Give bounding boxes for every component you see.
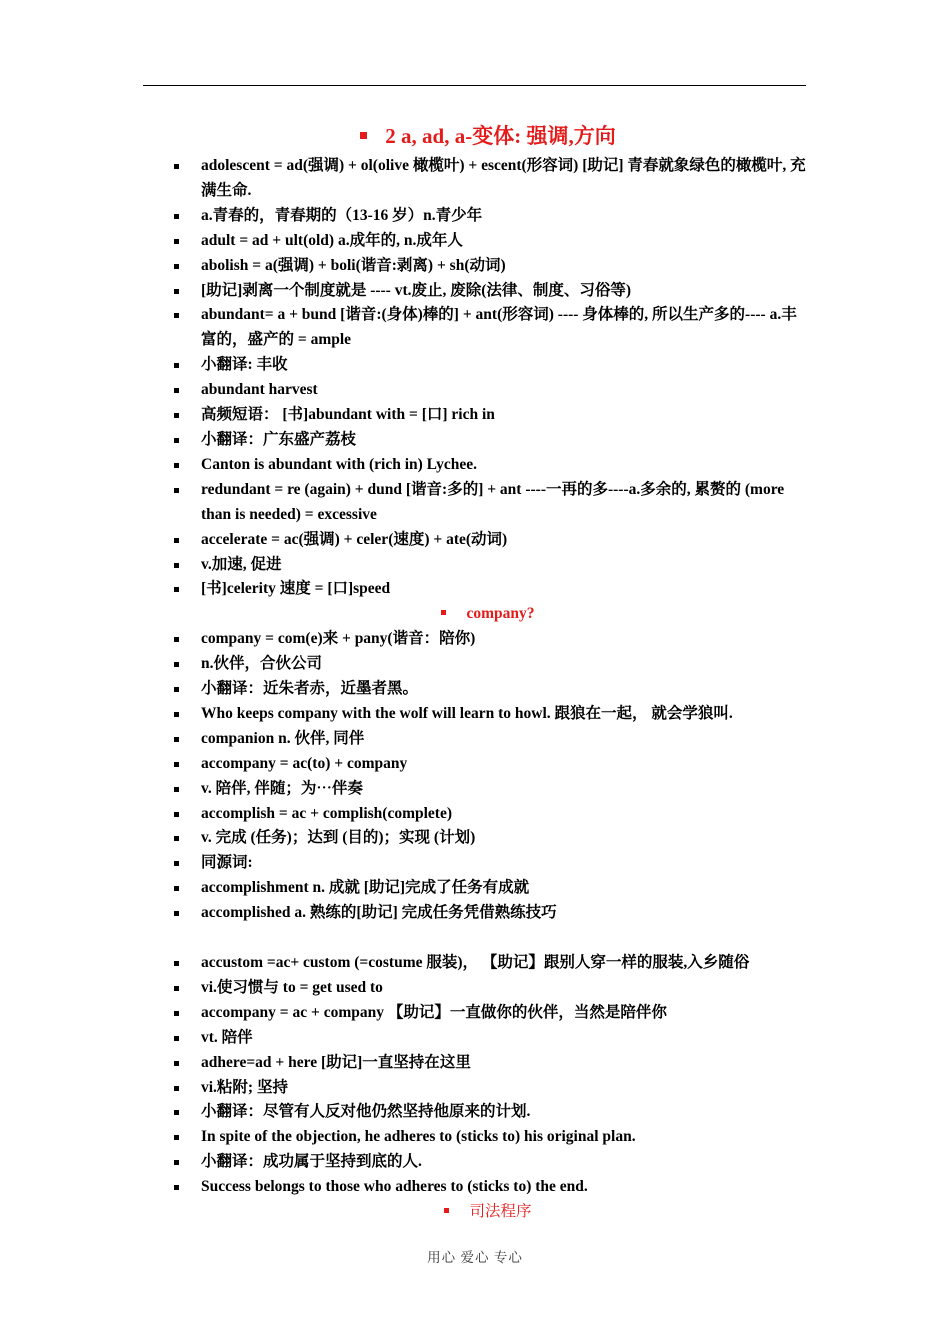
list-item <box>168 1100 808 1125</box>
list-item-text: Canton is abundant with (rich in) Lychee. <box>201 455 478 473</box>
square-bullet-icon <box>174 463 179 468</box>
square-bullet-icon <box>441 610 446 615</box>
list-item-text: vi.使习惯与 to = get used to <box>201 978 383 996</box>
list-item-text: [助记]剥离一个制度就是 ---- vt.废止, 废除(法律、制度、习俗等) <box>201 281 632 299</box>
section-heading <box>168 120 808 152</box>
square-bullet-icon <box>174 1036 179 1041</box>
square-bullet-icon <box>174 886 179 891</box>
list-item <box>168 876 808 901</box>
subheading-company <box>168 602 808 627</box>
square-bullet-icon <box>174 363 179 368</box>
list-item <box>168 1076 808 1101</box>
header-rule <box>143 85 806 86</box>
square-bullet-icon <box>174 587 179 592</box>
list-item-text: 小翻译：尽管有人反对他仍然坚持他原来的计划. <box>201 1103 531 1121</box>
list-item-text: a.青春的，青春期的（13-16 岁）n.青少年 <box>201 206 483 224</box>
list-item <box>168 204 808 229</box>
square-bullet-icon <box>174 1110 179 1115</box>
blank-line <box>168 926 808 951</box>
square-bullet-icon <box>360 132 367 139</box>
square-bullet-icon <box>174 1160 179 1165</box>
list-item <box>168 652 808 677</box>
list-item <box>168 677 808 702</box>
list-item <box>168 976 808 1001</box>
square-bullet-icon <box>174 264 179 269</box>
list-item <box>168 851 808 876</box>
list-item-text: accompany = ac(to) + company <box>201 754 408 772</box>
list-item <box>168 1051 808 1076</box>
list-item-text: accomplish = ac + complish(complete) <box>201 804 452 822</box>
list-item-text: vt. 陪伴 <box>201 1028 253 1046</box>
list-item-text: abolish = a(强调) + boli(谐音:剥离) + sh(动词) <box>201 256 506 274</box>
square-bullet-icon <box>174 1086 179 1091</box>
list-item <box>168 826 808 851</box>
square-bullet-icon <box>174 488 179 493</box>
list-item-text: companion n. 伙伴, 同伴 <box>201 729 365 747</box>
square-bullet-icon <box>444 1208 449 1213</box>
vocab-list-1 <box>168 154 808 602</box>
list-item <box>168 553 808 578</box>
list-item-text: accelerate = ac(强调) + celer(速度) + ate(动词) <box>201 530 508 548</box>
square-bullet-icon <box>174 662 179 667</box>
square-bullet-icon <box>174 563 179 568</box>
list-item <box>168 279 808 304</box>
vocab-list-3 <box>168 951 808 1200</box>
square-bullet-icon <box>174 289 179 294</box>
list-item <box>168 528 808 553</box>
list-item-text: v. 陪伴, 伴随；为⋯伴奏 <box>201 779 363 797</box>
square-bullet-icon <box>174 164 179 169</box>
square-bullet-icon <box>174 861 179 866</box>
section-heading-text: 2 a, ad, a-变体: 强调,方向 <box>385 124 616 148</box>
list-item <box>168 1026 808 1051</box>
list-item <box>168 752 808 777</box>
list-item-text: 小翻译: 丰收 <box>201 356 288 374</box>
subheading-company-text: company? <box>466 605 535 623</box>
list-item-text: 小翻译：近朱者赤，近墨者黑。 <box>201 680 419 698</box>
list-item <box>168 1001 808 1026</box>
list-item <box>168 428 808 453</box>
square-bullet-icon <box>174 1011 179 1016</box>
square-bullet-icon <box>174 812 179 817</box>
list-item-text: adhere=ad + here [助记]一直坚持在这里 <box>201 1053 471 1071</box>
list-item-text: v.加速, 促进 <box>201 555 282 573</box>
list-item <box>168 254 808 279</box>
list-item <box>168 1175 808 1200</box>
list-item-text: accustom =ac+ custom (=costume 服装)， 【助记】跟别人穿一样的服装,入乡随俗 <box>201 953 750 971</box>
list-item-text: 小翻译：广东盛产荔枝 <box>201 430 357 448</box>
list-item <box>168 378 808 403</box>
list-item-text: In spite of the objection, he adheres to (sticks to) his original plan. <box>201 1128 636 1146</box>
list-item <box>168 702 808 727</box>
list-item <box>168 1150 808 1175</box>
list-item <box>168 577 808 602</box>
square-bullet-icon <box>174 637 179 642</box>
list-item <box>168 478 808 528</box>
list-item-text: accomplishment n. 成就 [助记]完成了任务有成就 <box>201 879 530 897</box>
square-bullet-icon <box>174 836 179 841</box>
list-item <box>168 229 808 254</box>
list-item <box>168 1125 808 1150</box>
list-item-text: adult = ad + ult(old) a.成年的, n.成年人 <box>201 231 463 249</box>
list-item-text: redundant = re (again) + dund [谐音:多的] + ant ----一再的多----a.多余的, 累赘的 (more than is needed) = excessive <box>201 480 785 523</box>
square-bullet-icon <box>174 438 179 443</box>
page-footer: 用心 爱心 专心 <box>427 1250 523 1265</box>
list-item-text: 小翻译：成功属于坚持到底的人. <box>201 1153 422 1171</box>
list-item <box>168 303 808 353</box>
list-item-text: vi.粘附; 坚持 <box>201 1078 288 1096</box>
list-item <box>168 627 808 652</box>
list-item-text: abundant harvest <box>201 381 318 399</box>
document-body <box>168 120 808 1225</box>
square-bullet-icon <box>174 961 179 966</box>
list-item <box>168 453 808 478</box>
list-item-text: accompany = ac + company 【助记】一直做你的伙伴，当然是陪伴你 <box>201 1003 667 1021</box>
square-bullet-icon <box>174 986 179 991</box>
list-item-text: abundant= a + bund [谐音:(身体)棒的] + ant(形容词) ---- 身体棒的, 所以生产多的---- a.丰富的，盛产的 = ample <box>201 306 797 349</box>
list-item-text: 同源词: <box>201 854 253 872</box>
square-bullet-icon <box>174 388 179 393</box>
square-bullet-icon <box>174 538 179 543</box>
list-item-text: adolescent = ad(强调) + ol(olive 橄榄叶) + escent(形容词) [助记] 青春就象绿色的橄榄叶, 充满生命. <box>201 157 806 199</box>
square-bullet-icon <box>174 737 179 742</box>
list-item-text: accomplished a. 熟练的[助记] 完成任务凭借熟练技巧 <box>201 904 557 922</box>
square-bullet-icon <box>174 911 179 916</box>
list-item-text: Success belongs to those who adheres to (sticks to) the end. <box>201 1178 588 1196</box>
vocab-list-2 <box>168 627 808 926</box>
subheading-judicial-text: 司法程序 <box>469 1203 532 1221</box>
list-item <box>168 802 808 827</box>
list-item-text: v. 完成 (任务)；达到 (目的)；实现 (计划) <box>201 829 476 847</box>
list-item <box>168 901 808 926</box>
square-bullet-icon <box>174 1135 179 1140</box>
list-item <box>168 403 808 428</box>
square-bullet-icon <box>174 787 179 792</box>
square-bullet-icon <box>174 214 179 219</box>
square-bullet-icon <box>174 239 179 244</box>
subheading-judicial <box>168 1200 808 1225</box>
list-item-text: Who keeps company with the wolf will learn to howl. 跟狼在一起， 就会学狼叫. <box>201 704 733 722</box>
list-item <box>168 777 808 802</box>
square-bullet-icon <box>174 1185 179 1190</box>
list-item-text: [书]celerity 速度 = [口]speed <box>201 580 391 598</box>
list-item <box>168 951 808 976</box>
list-item-text: company = com(e)来 + pany(谐音：陪你) <box>201 630 476 648</box>
square-bullet-icon <box>174 712 179 717</box>
square-bullet-icon <box>174 1061 179 1066</box>
list-item-text: 高频短语： [书]abundant with = [口] rich in <box>201 406 495 424</box>
list-item <box>168 353 808 378</box>
square-bullet-icon <box>174 687 179 692</box>
list-item <box>168 154 808 204</box>
list-item <box>168 727 808 752</box>
list-item-text: n.伙伴，合伙公司 <box>201 655 322 673</box>
square-bullet-icon <box>174 313 179 318</box>
square-bullet-icon <box>174 413 179 418</box>
square-bullet-icon <box>174 762 179 767</box>
